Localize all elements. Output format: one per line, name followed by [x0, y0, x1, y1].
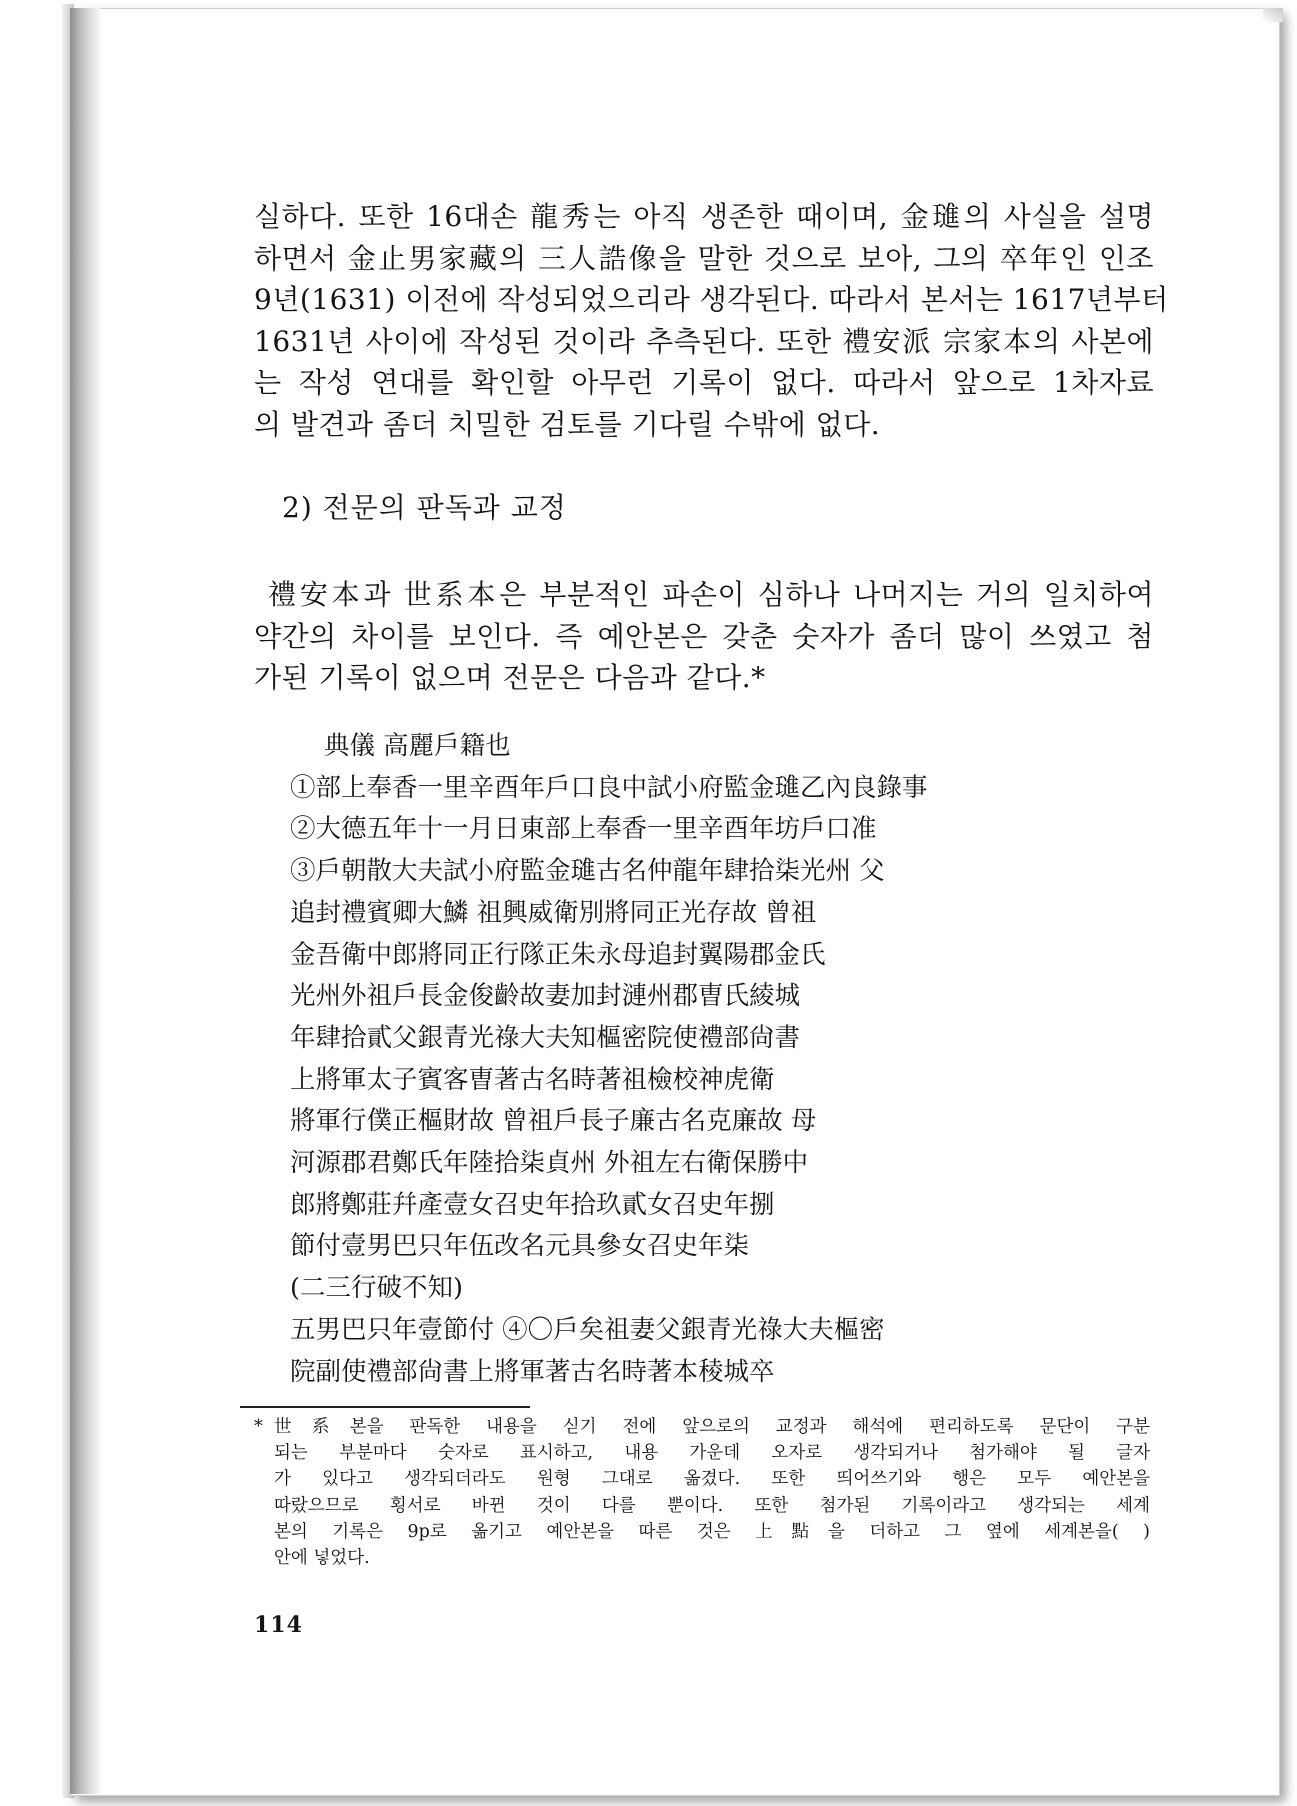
quote-line: ②大德五年十一月日東部上奉香一里辛酉年坊戶口准: [290, 814, 877, 845]
paragraph-line: 가된 기록이 없으며 전문은 다음과 같다.*: [254, 661, 766, 694]
footnote: [254, 1414, 1150, 1571]
quote-line: 追封禮賓卿大鱗 祖興威衛別將同正光存故 曾祖: [290, 897, 817, 928]
quoted-document: [290, 726, 1010, 1393]
quote-line: 年肆拾貳父銀青光祿大夫知樞密院使禮部尙書: [290, 1022, 801, 1053]
quote-line: 郎將鄭莊幷產壹女召史年拾玖貳女召史年捌: [290, 1189, 775, 1220]
quote-line: 光州外祖戶長金俊齡故妻加封漣州郡曺氏綾城: [290, 981, 801, 1012]
paragraph-line: 약간의 차이를 보인다. 즉 예안본은 갖춘 숫자가 좀더 많이 쓰였고 첨: [254, 619, 1154, 653]
paragraph-line: 하면서 金止男家藏의 三人誥像을 말한 것으로 보아, 그의 卒年인 인조: [254, 241, 1154, 275]
quote-line: 節付壹男巴只年伍改名元具參女召史年柒: [290, 1231, 750, 1262]
quote-line: 河源郡君鄭氏年陸拾柒貞州 外祖左右衛保勝中: [290, 1148, 809, 1179]
page-binding-shadow: [70, 8, 100, 1794]
footnote-line: 본의 기록은 9p로 옮기고 예안본을 따른 것은 上點을 더하고 그 옆에 세계본을( ): [274, 1521, 1150, 1542]
paragraph-line: 1631년 사이에 작성된 것이라 추측된다. 또한 禮安派 宗家本의 사본에: [254, 324, 1154, 358]
paragraph-line: 禮安本과 世系本은 부분적인 파손이 심하나 나머지는 거의 일치하여: [268, 578, 1154, 611]
footnote-line: 되는 부분마다 숫자로 표시하고, 내용 가운데 오자로 생각되거나 첨가해야 될 글자: [274, 1443, 1150, 1464]
footnote-mark: *: [254, 1417, 263, 1437]
footnote-line: 안에 넣었다.: [274, 1548, 370, 1569]
quote-line: 將軍行僕正樞財故 曾祖戶長子廉古名克廉故 母: [290, 1106, 817, 1137]
quote-line: ③戶朝散大夫試小府監金璡古名仲龍年肆拾柒光州 父: [290, 856, 885, 887]
paragraph-line: 의 발견과 좀더 치밀한 검토를 기다릴 수밖에 없다.: [254, 407, 881, 441]
footnote-line: 가 있다고 생각되더라도 원형 그대로 옮겼다. 또한 띄어쓰기와 행은 모두 예안본을: [274, 1469, 1150, 1490]
section-heading: 2) 전문의 판독과 교정: [282, 491, 567, 524]
page-corner: [1263, 8, 1283, 22]
quote-line: 金吾衛中郎將同正行隊正朱永母追封翼陽郡金氏: [290, 939, 826, 970]
quote-line: 五男巴只年壹節付 ④〇戶矣祖妻父銀青光祿大夫樞密: [290, 1314, 885, 1345]
paragraph-line: 실하다. 또한 16대손 龍秀는 아직 생존한 때이며, 金璡의 사실을 설명: [254, 200, 1154, 233]
paragraph-line: 9년(1631) 이전에 작성되었으리라 생각된다. 따라서 본서는 1617년부터: [254, 283, 1169, 316]
body-paragraph-1: [254, 196, 1169, 445]
quote-line: 院副使禮部尙書上將軍著古名時著本稜城卒: [290, 1356, 775, 1387]
footnote-line: 따랐으므로 횡서로 바뀐 것이 다를 뿐이다. 또한 첨가된 기록이라고 생각되는 세계: [274, 1495, 1150, 1516]
page-number: 114: [254, 1612, 303, 1638]
quote-line: ①部上奉香一里辛酉年戶口良中試小府監金璡乙內良錄事: [290, 772, 928, 803]
footnote-line: 世系본을 판독한 내용을 싣기 전에 앞으로의 교정과 해석에 편리하도록 문단이 구분: [274, 1417, 1150, 1437]
body-paragraph-2: [254, 574, 1154, 699]
quote-title: 典儀 高麗戶籍也: [324, 731, 511, 761]
quote-line: (二三行破不知): [290, 1273, 463, 1304]
paragraph-line: 는 작성 연대를 확인할 아무런 기록이 없다. 따라서 앞으로 1차자료: [254, 366, 1154, 399]
footnote-divider: [240, 1406, 530, 1408]
quote-line: 上將軍太子賓客曺著古名時著祖檢校神虎衛: [290, 1064, 775, 1095]
